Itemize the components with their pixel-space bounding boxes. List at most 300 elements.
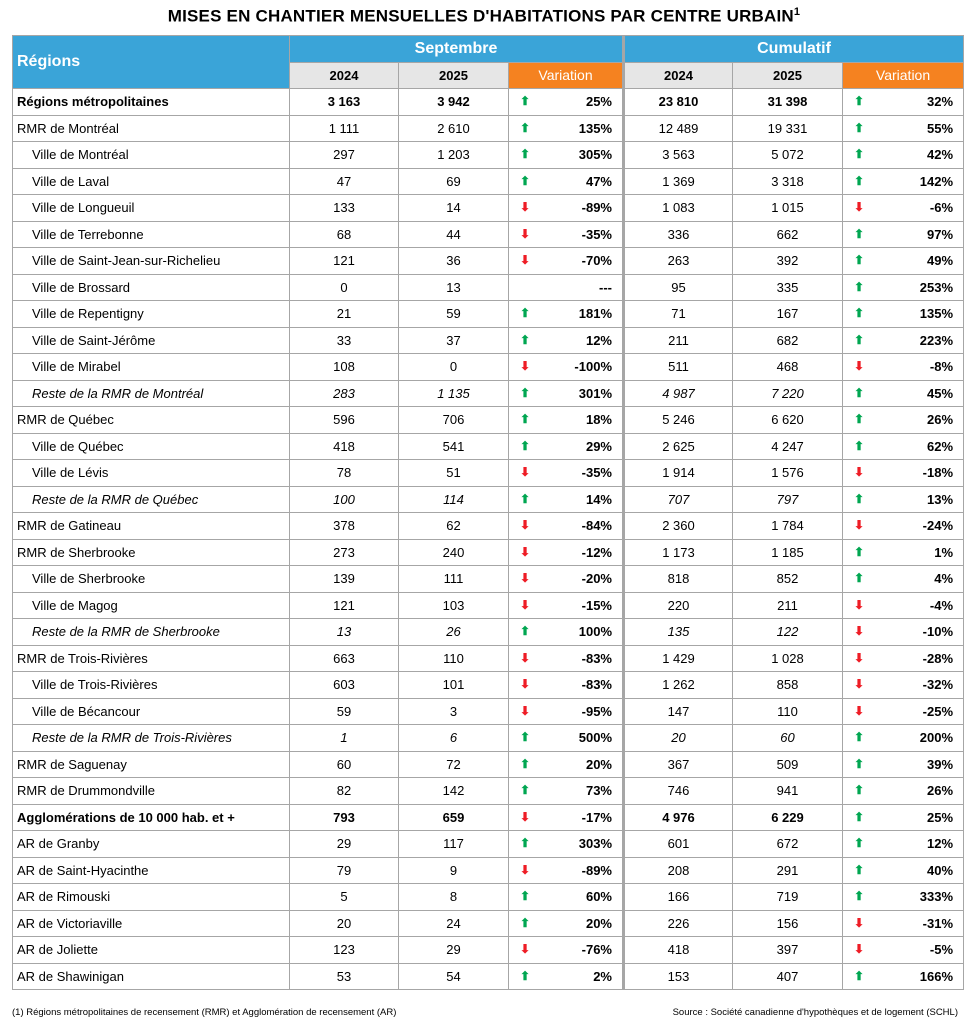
table-row [13,857,964,884]
sept-variation [509,380,624,407]
arrow-down-icon: ⬇ [854,624,865,638]
arrow-down-icon: ⬇ [854,703,865,718]
cumul-2024-value: 4 987 [624,380,733,407]
cumul-2025-value: 392 [733,248,843,275]
sept-2024-value: 13 [290,619,399,646]
region-name: Agglomérations de 10 000 hab. et + [13,804,290,831]
cumul-2025-value: 1 185 [733,539,843,566]
sept-2025-value: 6 [399,725,509,752]
cumul-2024-value: 147 [624,698,733,725]
region-name: AR de Rimouski [13,884,290,911]
footnote: (1) Régions métropolitaines de recensement (RMR) et Agglomération de recensement (AR) [12,1007,397,1018]
cumul-2025-value: 31 398 [733,89,843,116]
cumul-2024-value: 1 262 [624,672,733,699]
cumul-2024-value: 5 246 [624,407,733,434]
region-name: RMR de Québec [13,407,290,434]
sept-2024-value: 59 [290,698,399,725]
table-row [13,698,964,725]
sept-variation [509,804,624,831]
sept-variation [509,195,624,222]
region-name: Ville de Québec [13,433,290,460]
sept-2025-value: 3 942 [399,89,509,116]
table-row [13,963,964,990]
cumul-2024-value: 135 [624,619,733,646]
cumul-2025-value: 468 [733,354,843,381]
cumul-variation [843,566,964,593]
sept-variation [509,407,624,434]
region-name: RMR de Trois-Rivières [13,645,290,672]
cumul-2024-value: 818 [624,566,733,593]
region-name: Reste de la RMR de Sherbrooke [13,619,290,646]
sept-2024-value: 378 [290,513,399,540]
region-name: RMR de Drummondville [13,778,290,805]
sept-variation [509,698,624,725]
table-row [13,725,964,752]
cumul-2025-value: 397 [733,937,843,964]
table-row [13,301,964,328]
cumul-variation [843,963,964,990]
cumul-variation [843,115,964,142]
table-row [13,274,964,301]
arrow-up-icon: ⬆ [520,756,531,771]
cumul-variation [843,301,964,328]
variation-value: 18% [585,412,612,427]
sept-2025-value: 59 [399,301,509,328]
cumul-variation [843,433,964,460]
sept-2024-value: 5 [290,884,399,911]
arrow-up-icon: ⬆ [854,226,865,241]
sept-2024-value: 82 [290,778,399,805]
cumul-variation [843,592,964,619]
variation-value: 97% [927,226,954,242]
cumul-2024-value: 1 369 [624,168,733,195]
region-name: RMR de Gatineau [13,513,290,540]
variation-value: 13% [927,491,954,507]
header-sept-2025: 2025 [399,62,509,89]
variation-value: -84% [581,518,612,533]
sept-2025-value: 72 [399,751,509,778]
variation-value: -17% [581,809,612,825]
region-name: Ville de Montréal [13,142,290,169]
cumul-variation [843,89,964,116]
sept-2024-value: 596 [290,407,399,434]
cumul-2024-value: 153 [624,963,733,990]
variation-value: -10% [922,624,954,639]
sept-2025-value: 44 [399,221,509,248]
cumul-2024-value: 2 625 [624,433,733,460]
cumul-2025-value: 6 620 [733,407,843,434]
sept-variation [509,884,624,911]
arrow-up-icon: ⬆ [520,120,531,135]
header-septembre: Septembre [290,36,624,63]
region-name: Ville de Mirabel [13,354,290,381]
region-name: Reste de la RMR de Montréal [13,380,290,407]
cumul-variation [843,751,964,778]
arrow-up-icon: ⬆ [520,915,531,930]
arrow-down-icon: ⬇ [520,465,531,479]
arrow-down-icon: ⬇ [854,200,865,214]
cumul-2024-value: 1 914 [624,460,733,487]
header-cumul-variation: Variation [843,62,964,89]
sept-2024-value: 20 [290,910,399,937]
arrow-up-icon: ⬆ [520,624,531,638]
variation-value: 32% [927,94,954,109]
arrow-down-icon: ⬇ [854,677,865,691]
header-cumulatif: Cumulatif [624,36,964,63]
cumul-variation [843,539,964,566]
variation-value: 181% [578,306,612,321]
region-name: Ville de Laval [13,168,290,195]
arrow-up-icon: ⬆ [854,147,865,161]
sept-2024-value: 100 [290,486,399,513]
sept-variation [509,327,624,354]
region-name: AR de Joliette [13,937,290,964]
arrow-down-icon: ⬇ [520,809,531,824]
arrow-up-icon: ⬆ [854,968,865,983]
sept-variation [509,539,624,566]
table-row [13,433,964,460]
sept-variation [509,566,624,593]
sept-2024-value: 418 [290,433,399,460]
arrow-up-icon: ⬆ [854,173,865,188]
sept-2025-value: 0 [399,354,509,381]
title-footnote-mark: 1 [793,6,801,18]
variation-value: 1% [934,544,954,560]
cumul-2024-value: 746 [624,778,733,805]
sept-2025-value: 14 [399,195,509,222]
header-cumul-2025: 2025 [733,62,843,89]
variation-value: -95% [581,703,612,719]
table-row [13,513,964,540]
cumul-2024-value: 71 [624,301,733,328]
variation-value: 12% [927,836,954,851]
sept-2025-value: 13 [399,274,509,301]
variation-value: 49% [927,253,954,268]
cumul-2024-value: 4 976 [624,804,733,831]
sept-variation [509,619,624,646]
sept-variation [509,751,624,778]
sept-variation [509,433,624,460]
region-name: Ville de Trois-Rivières [13,672,290,699]
table-row [13,592,964,619]
variation-value: -15% [581,597,612,613]
arrow-up-icon: ⬆ [854,306,865,320]
page-title: MISES EN CHANTIER MENSUELLES D'HABITATIONS PAR CENTRE URBAIN$^1$ [167,6,801,26]
sept-2025-value: 111 [399,566,509,593]
region-name: Ville de Repentigny [13,301,290,328]
cumul-2025-value: 941 [733,778,843,805]
sept-2024-value: 53 [290,963,399,990]
variation-value: 26% [927,783,954,798]
variation-value: 305% [578,147,612,162]
table-row [13,195,964,222]
sept-2025-value: 2 610 [399,115,509,142]
cumul-variation [843,857,964,884]
variation-value: -28% [922,650,954,666]
source-note: Source : Société canadienne d'hypothèques et de logement (SCHL) [672,1007,958,1018]
arrow-up-icon: ⬆ [854,253,865,267]
table-row [13,168,964,195]
table-row [13,672,964,699]
arrow-up-icon: ⬆ [854,571,865,585]
arrow-up-icon: ⬆ [520,94,531,108]
arrow-down-icon: ⬇ [520,518,531,532]
arrow-up-icon: ⬆ [854,783,865,797]
cumul-2025-value: 60 [733,725,843,752]
cumul-2024-value: 511 [624,354,733,381]
cumul-2024-value: 23 810 [624,89,733,116]
arrow-up-icon: ⬆ [520,491,531,506]
cumul-2024-value: 367 [624,751,733,778]
header-sept-2024: 2024 [290,62,399,89]
variation-value: 2% [593,968,612,984]
variation-value: -76% [581,942,612,957]
variation-value: 60% [585,889,612,904]
cumul-2024-value: 263 [624,248,733,275]
variation-value: 42% [927,147,954,162]
sept-2024-value: 123 [290,937,399,964]
sept-2025-value: 1 135 [399,380,509,407]
cumul-2025-value: 7 220 [733,380,843,407]
arrow-up-icon: ⬆ [854,438,865,453]
cumul-2024-value: 601 [624,831,733,858]
region-name: Ville de Saint-Jean-sur-Richelieu [13,248,290,275]
sept-variation [509,354,624,381]
cumul-2024-value: 12 489 [624,115,733,142]
arrow-up-icon: ⬆ [520,968,531,983]
variation-value: -12% [581,544,612,560]
arrow-down-icon: ⬇ [520,200,531,214]
cumul-2025-value: 1 784 [733,513,843,540]
arrow-up-icon: ⬆ [520,783,531,797]
region-name: RMR de Saguenay [13,751,290,778]
arrow-up-icon: ⬆ [854,862,865,877]
table-row [13,486,964,513]
cumul-variation [843,937,964,964]
variation-value: 303% [578,836,612,851]
arrow-down-icon: ⬇ [520,226,531,241]
cumul-2025-value: 6 229 [733,804,843,831]
variation-value: 39% [927,756,954,772]
sept-2025-value: 51 [399,460,509,487]
region-name: AR de Saint-Hyacinthe [13,857,290,884]
cumul-2024-value: 208 [624,857,733,884]
sept-2025-value: 142 [399,778,509,805]
sept-variation [509,274,624,301]
cumul-2025-value: 335 [733,274,843,301]
arrow-down-icon: ⬇ [520,942,531,956]
sept-2024-value: 283 [290,380,399,407]
arrow-up-icon: ⬆ [854,332,865,347]
sept-2024-value: 47 [290,168,399,195]
variation-value: 12% [585,332,612,348]
sept-2025-value: 101 [399,672,509,699]
sept-2025-value: 117 [399,831,509,858]
sept-variation [509,89,624,116]
sept-2024-value: 603 [290,672,399,699]
arrow-up-icon: ⬆ [520,306,531,320]
cumul-2025-value: 19 331 [733,115,843,142]
cumul-variation [843,327,964,354]
sept-2024-value: 0 [290,274,399,301]
sept-2024-value: 1 111 [290,115,399,142]
table-row [13,910,964,937]
sept-2025-value: 706 [399,407,509,434]
table-row [13,566,964,593]
variation-value: 55% [927,120,954,136]
sept-variation [509,248,624,275]
region-name: Ville de Lévis [13,460,290,487]
sept-variation [509,301,624,328]
sept-variation [509,645,624,672]
arrow-down-icon: ⬇ [854,465,865,479]
cumul-2024-value: 2 360 [624,513,733,540]
arrow-up-icon: ⬆ [520,438,531,453]
cumul-2024-value: 1 083 [624,195,733,222]
sept-2024-value: 108 [290,354,399,381]
arrow-up-icon: ⬆ [520,147,531,161]
sept-variation [509,115,624,142]
cumul-2025-value: 682 [733,327,843,354]
variation-value: -24% [922,518,954,533]
variation-value: 253% [919,279,954,295]
arrow-down-icon: ⬇ [520,650,531,665]
sept-variation [509,486,624,513]
table-row [13,778,964,805]
sept-variation [509,910,624,937]
arrow-up-icon: ⬆ [520,730,531,744]
cumul-variation [843,142,964,169]
sept-2025-value: 8 [399,884,509,911]
arrow-down-icon: ⬇ [520,677,531,691]
cumul-variation [843,168,964,195]
sept-2024-value: 60 [290,751,399,778]
variation-value: 73% [585,783,612,798]
cumul-2025-value: 1 028 [733,645,843,672]
cumul-variation [843,831,964,858]
region-name: Ville de Sherbrooke [13,566,290,593]
sept-2025-value: 659 [399,804,509,831]
variation-value: 333% [919,889,954,904]
variation-value: 25% [585,94,612,109]
arrow-down-icon: ⬇ [520,544,531,559]
cumul-2025-value: 3 318 [733,168,843,195]
cumul-2025-value: 4 247 [733,433,843,460]
cumul-2024-value: 20 [624,725,733,752]
arrow-up-icon: ⬆ [520,385,531,400]
table-row [13,539,964,566]
variation-value: -32% [922,677,954,692]
cumul-2025-value: 211 [733,592,843,619]
sept-2024-value: 297 [290,142,399,169]
cumul-variation [843,195,964,222]
arrow-up-icon: ⬆ [854,279,865,294]
arrow-down-icon: ⬇ [520,571,531,585]
arrow-up-icon: ⬆ [520,173,531,188]
sept-2025-value: 26 [399,619,509,646]
arrow-up-icon: ⬆ [854,730,865,744]
cumul-2025-value: 858 [733,672,843,699]
variation-value: -8% [929,359,954,374]
sept-2024-value: 273 [290,539,399,566]
sept-2024-value: 29 [290,831,399,858]
sept-2024-value: 663 [290,645,399,672]
sept-2024-value: 78 [290,460,399,487]
variation-value: -4% [929,597,954,613]
region-name: Ville de Terrebonne [13,221,290,248]
variation-value: 40% [927,862,954,878]
sept-variation [509,937,624,964]
cumul-2024-value: 1 173 [624,539,733,566]
arrow-down-icon: ⬇ [520,359,531,373]
cumul-variation [843,619,964,646]
sept-2025-value: 240 [399,539,509,566]
sept-variation [509,142,624,169]
table-row [13,380,964,407]
variation-value: 47% [585,173,612,189]
cumul-2025-value: 662 [733,221,843,248]
variation-value: -5% [929,942,954,957]
region-name: Ville de Brossard [13,274,290,301]
variation-value: -35% [581,226,612,242]
arrow-up-icon: ⬆ [854,544,865,559]
variation-value: 301% [578,385,612,401]
cumul-2024-value: 166 [624,884,733,911]
sept-2025-value: 62 [399,513,509,540]
cumul-2025-value: 797 [733,486,843,513]
region-name: Reste de la RMR de Québec [13,486,290,513]
cumul-variation [843,380,964,407]
region-name: AR de Shawinigan [13,963,290,990]
cumul-2025-value: 110 [733,698,843,725]
table-row [13,937,964,964]
cumul-variation [843,645,964,672]
arrow-down-icon: ⬇ [854,942,865,956]
cumul-variation [843,804,964,831]
sept-2025-value: 541 [399,433,509,460]
variation-value: 26% [927,412,954,427]
header-sept-variation: Variation [509,62,624,89]
table-row [13,115,964,142]
table-row [13,460,964,487]
sept-2024-value: 121 [290,248,399,275]
cumul-2025-value: 672 [733,831,843,858]
sept-2024-value: 21 [290,301,399,328]
arrow-up-icon: ⬆ [520,889,531,903]
table-row [13,354,964,381]
region-name: AR de Victoriaville [13,910,290,937]
housing-starts-table [12,35,964,990]
variation-value: 4% [934,571,954,586]
arrow-up-icon: ⬆ [854,120,865,135]
cumul-2024-value: 336 [624,221,733,248]
cumul-2024-value: 1 429 [624,645,733,672]
sept-variation [509,592,624,619]
sept-2024-value: 793 [290,804,399,831]
cumul-2024-value: 226 [624,910,733,937]
sept-2024-value: 133 [290,195,399,222]
variation-value: 29% [585,438,612,454]
variation-value: 14% [585,491,612,507]
variation-value: 200% [919,730,954,745]
variation-value: 100% [578,624,612,639]
arrow-down-icon: ⬇ [854,518,865,532]
table-row [13,221,964,248]
arrow-up-icon: ⬆ [854,889,865,903]
region-name: RMR de Sherbrooke [13,539,290,566]
sept-2024-value: 121 [290,592,399,619]
region-name: AR de Granby [13,831,290,858]
